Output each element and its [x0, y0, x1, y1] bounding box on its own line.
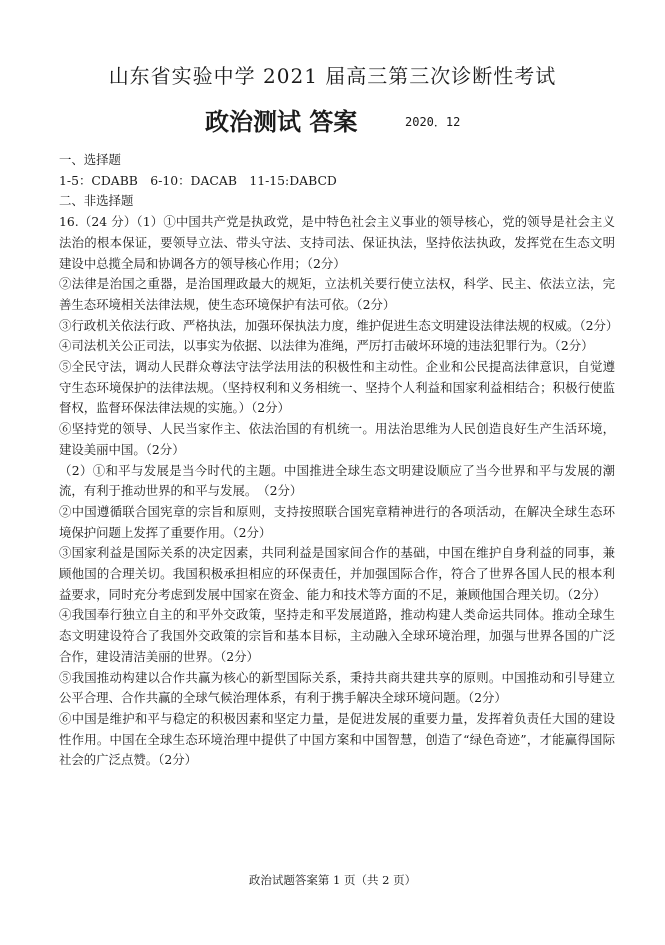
answer-paragraph: ②中国遵循联合国宪章的宗旨和原则，支持按照联合国宪章精神进行的各项活动，在解决全球生态环境保护问题上发挥了重要作用。（2分）	[59, 503, 615, 540]
answer-paragraph: ⑤全民守法，调动人民群众尊法守法学法用法的积极性和主动性。企业和公民提高法律意识，自觉遵守生态环境保护的法律法规。（坚持权利和义务相统一、坚持个人利益和国家利益相结合；积极行使监督权，监督环保法律法规的实施。）（2分）	[59, 359, 615, 416]
answer-paragraph: ④我国奉行独立自主的和平外交政策，坚持走和平发展道路，推动构建人类命运共同体。推动全球生态文明建设符合了我国外交政策的宗旨和基本目标，主动融入全球环境治理，加强与世界各国的广泛合作，建设清洁美丽的世界。（2分）	[59, 607, 615, 664]
answer-paragraph: 16.（24 分）（1）①中国共产党是执政党，是中特色社会主义事业的领导核心，党的领导是社会主义法治的根本保证，要领导立法、带头守法、支持司法、保证执法，坚持依法执政，发挥党在生态文明建设中总揽全局和协调各方的领导核心作用；（2分）	[59, 214, 615, 271]
answer-paragraph: （2）①和平与发展是当今时代的主题。中国推进全球生态文明建设顺应了当今世界和平与发展的潮流，有利于推动世界的和平与发展。 （2分）	[59, 462, 615, 499]
subtitle-row	[0, 102, 665, 136]
answer-body	[59, 150, 619, 771]
answer-paragraph: ③行政机关依法行政、严格执法，加强环保执法力度，维护促进生态文明建设法律法规的权威。（2分）	[59, 317, 619, 333]
nonchoice-section-heading: 二、非选择题	[59, 193, 134, 209]
answer-paragraph: ⑤我国推动构建以合作共赢为核心的新型国际关系，秉持共商共建共享的原则。中国推动和引导建立公平合理、合作共赢的全球气候治理体系，有利于携手解决全球环境问题。（2分）	[59, 669, 615, 706]
answer-paragraph: ③国家利益是国际关系的决定因素，共同利益是国家间合作的基础，中国在维护自身利益的同事，兼顾他国的合理关切。我国积极承担相应的环保责任，并加强国际合作，符合了世界各国人民的根本利益要求，同时充分考虑到发展中国家在资金、能力和技术等方面的不足，兼顾他国合理关切。（2分）	[59, 545, 615, 602]
answer-paragraph: ②法律是治国之重器，是治国理政最大的规矩，立法机关要行使立法权，科学、民主、依法立法，完善生态环境相关法律法规，使生态环境保护有法可依。（2分）	[59, 276, 615, 312]
choice-section-heading: 一、选择题	[59, 152, 121, 167]
answer-paragraph: ⑥坚持党的领导、人民当家作主、依法治国的有机统一。用法治思维为人民创造良好生产生活环境，建设美丽中国。（2分）	[59, 421, 615, 457]
page-footer: 政治试题答案第 1 页（共 2 页）	[248, 873, 417, 887]
choice-answers: 1-5：CDABB 6-10：DACAB 11-15:DABCD	[59, 172, 337, 188]
answer-paragraph: ④司法机关公正司法，以事实为依据、以法律为准绳，严厉打击破坏环境的违法犯罪行为。（2分）	[59, 338, 594, 354]
answer-paragraph: ⑥中国是维护和平与稳定的积极因素和坚定力量，是促进发展的重要力量，发挥着负责任大国的建设性作用。中国在全球生态环境治理中提供了中国方案和中国智慧，创造了“绿色奇迹”，才能赢得国际社会的广泛点赞。（2分）	[59, 710, 615, 768]
document-title: 山东省实验中学 2021 届高三第三次诊断性考试	[108, 64, 557, 88]
document-date: 2020．12	[405, 115, 461, 129]
document-subtitle: 政治测试 答案	[205, 108, 358, 136]
